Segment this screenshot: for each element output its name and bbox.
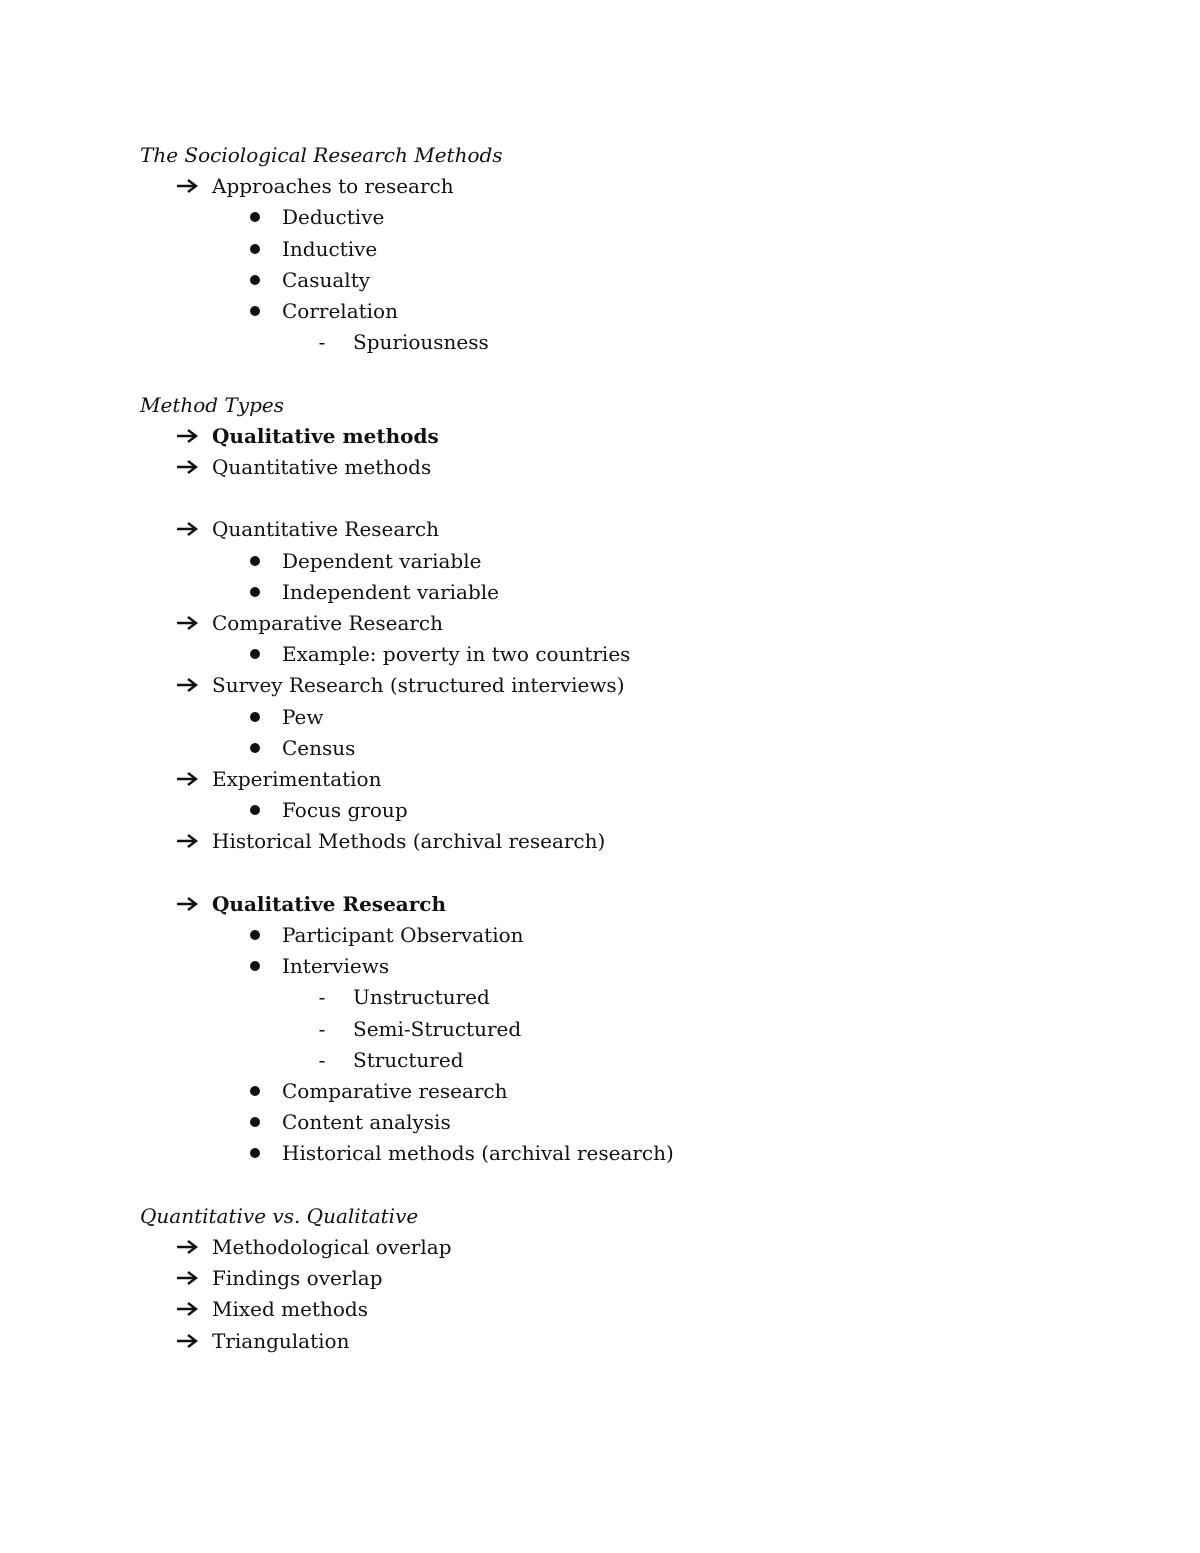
outline-item-text: Unstructured — [353, 985, 490, 1010]
outline-item-text: Deductive — [282, 205, 385, 230]
outline-item-text: Triangulation — [212, 1328, 350, 1353]
outline-item-text: Semi-Structured — [353, 1016, 522, 1041]
section-heading: Quantitative vs. Qualitative — [140, 1203, 419, 1228]
bullet-dot-icon — [250, 930, 260, 940]
section-heading: Method Types — [140, 392, 284, 417]
outline-item-text: Independent variable — [282, 579, 499, 604]
outline-item-text: Interviews — [282, 954, 390, 979]
outline-item-text: Pew — [282, 704, 324, 729]
dash-bullet-icon: - — [318, 330, 326, 355]
outline-item-text: Dependent variable — [282, 548, 482, 573]
outline-item-text: Survey Research (structured interviews) — [212, 673, 625, 698]
arrow-bullet-icon — [176, 826, 202, 856]
bullet-dot-icon — [250, 1148, 260, 1158]
outline-item-text: Approaches to research — [212, 174, 454, 199]
arrow-bullet-icon — [176, 514, 202, 544]
outline-item-text: Census — [282, 735, 356, 760]
arrow-bullet-icon — [176, 764, 202, 794]
outline-item-text: Focus group — [282, 798, 408, 823]
outline-item-text: Casualty — [282, 267, 371, 292]
bullet-dot-icon — [250, 1086, 260, 1096]
dash-bullet-icon: - — [318, 985, 326, 1010]
bullet-dot-icon — [250, 587, 260, 597]
outline-item-text: Comparative research — [282, 1079, 508, 1103]
outline-item-text: Example: poverty in two countries — [282, 642, 631, 667]
dash-bullet-icon: - — [318, 1016, 326, 1041]
arrow-bullet-icon — [176, 1263, 202, 1293]
outline-item-text: Qualitative methods — [212, 423, 439, 448]
outline-item-text: Participant Observation — [282, 923, 524, 947]
outline-item-text: Content analysis — [282, 1110, 451, 1135]
outline-item-text: Historical Methods (archival research) — [212, 829, 606, 854]
outline-item-text: Experimentation — [212, 767, 382, 791]
arrow-bullet-icon — [176, 1326, 202, 1356]
outline-item-text: Inductive — [282, 236, 378, 261]
outline-item-text: Quantitative Research — [212, 517, 439, 542]
bullet-dot-icon — [250, 649, 260, 659]
outline-item-text: Spuriousness — [353, 330, 489, 355]
dash-bullet-icon: - — [318, 1047, 326, 1072]
arrow-bullet-icon — [176, 171, 202, 201]
outline-item-text: Historical methods (archival research) — [282, 1141, 674, 1166]
outline-item-text: Methodological overlap — [212, 1235, 452, 1259]
bullet-dot-icon — [250, 712, 260, 722]
outline-item-text: Qualitative Research — [212, 891, 447, 916]
outline-item-text: Comparative Research — [212, 611, 444, 635]
bullet-dot-icon — [250, 1117, 260, 1127]
outline-item-text: Mixed methods — [212, 1297, 368, 1322]
bullet-dot-icon — [250, 244, 260, 254]
arrow-bullet-icon — [176, 889, 202, 919]
section-heading: The Sociological Research Methods — [140, 143, 503, 167]
bullet-dot-icon — [250, 275, 260, 285]
bullet-dot-icon — [250, 556, 260, 566]
outline-item-text: Quantitative methods — [212, 455, 432, 479]
outline-item-text: Findings overlap — [212, 1266, 383, 1291]
bullet-dot-icon — [250, 805, 260, 815]
outline-item-text: Correlation — [282, 299, 398, 323]
bullet-dot-icon — [250, 743, 260, 753]
arrow-bullet-icon — [176, 421, 202, 451]
outline-item-text: Structured — [353, 1047, 464, 1072]
arrow-bullet-icon — [176, 670, 202, 700]
arrow-bullet-icon — [176, 1294, 202, 1324]
bullet-dot-icon — [250, 961, 260, 971]
arrow-bullet-icon — [176, 1232, 202, 1262]
bullet-dot-icon — [250, 212, 260, 222]
bullet-dot-icon — [250, 306, 260, 316]
arrow-bullet-icon — [176, 608, 202, 638]
arrow-bullet-icon — [176, 452, 202, 482]
